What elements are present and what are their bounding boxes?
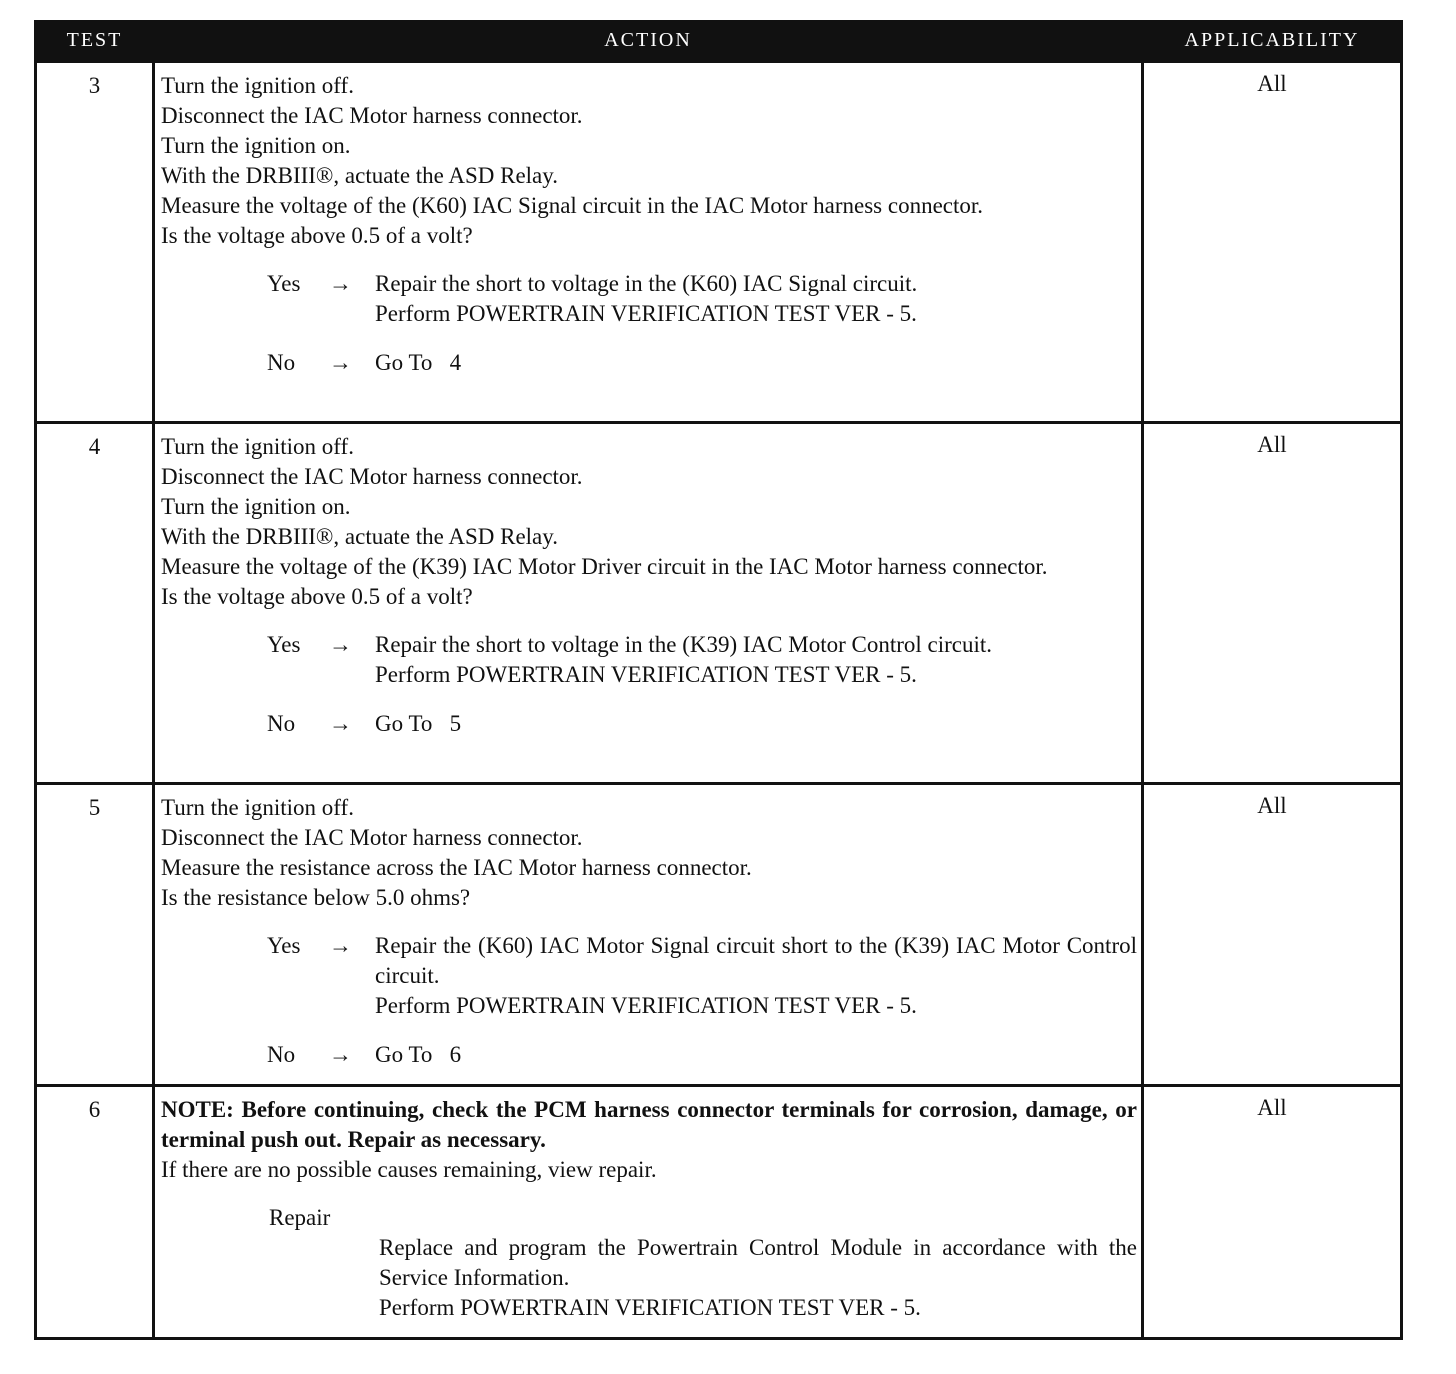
step-question: Is the resistance below 5.0 ohms? bbox=[161, 885, 471, 910]
test-number: 6 bbox=[36, 1086, 154, 1339]
step-line: Turn the ignition off. bbox=[161, 434, 354, 459]
no-label: No bbox=[267, 350, 296, 375]
yes-label: Yes bbox=[267, 933, 301, 958]
header-applicability: APPLICABILITY bbox=[1143, 20, 1402, 62]
action-cell bbox=[154, 1086, 1143, 1339]
test-number: 3 bbox=[36, 62, 154, 423]
header-test: TEST bbox=[36, 20, 154, 62]
test-number: 4 bbox=[36, 423, 154, 784]
step-question: Is the voltage above 0.5 of a volt? bbox=[161, 223, 473, 248]
step-line: Measure the resistance across the IAC Motor harness connector. bbox=[161, 855, 752, 880]
step-line: Measure the voltage of the (K60) IAC Signal circuit in the IAC Motor harness connector. bbox=[161, 193, 984, 218]
repair-result bbox=[379, 1233, 1137, 1323]
step-line: With the DRBIII®, actuate the ASD Relay. bbox=[161, 163, 559, 188]
yes-outcome bbox=[267, 269, 1137, 329]
no-label: No bbox=[267, 711, 296, 736]
yes-label: Yes bbox=[267, 632, 301, 657]
step-line: With the DRBIII®, actuate the ASD Relay. bbox=[161, 524, 559, 549]
table-row bbox=[36, 423, 1402, 784]
step-line: Disconnect the IAC Motor harness connector. bbox=[161, 464, 583, 489]
yes-result bbox=[375, 931, 1137, 1021]
step-line: Turn the ignition off. bbox=[161, 73, 354, 98]
table-header-row bbox=[36, 20, 1402, 62]
action-cell bbox=[154, 423, 1143, 784]
arrow-icon: → bbox=[329, 711, 352, 736]
arrow-icon: → bbox=[329, 350, 352, 375]
yes-line: Repair the short to voltage in the (K60) IAC Signal circuit. bbox=[375, 271, 918, 296]
note-text: NOTE: Before continuing, check the PCM harness connector terminals for corrosion, damage, or terminal push out. Repair as necessary. bbox=[161, 1097, 1137, 1152]
yes-outcome bbox=[267, 630, 1137, 690]
yes-outcome bbox=[267, 931, 1137, 1021]
arrow-icon: → bbox=[329, 933, 352, 958]
yes-label: Yes bbox=[267, 271, 301, 296]
no-result: Go To 5 bbox=[375, 711, 462, 736]
no-outcome bbox=[267, 348, 1137, 378]
arrow-icon: → bbox=[329, 632, 352, 657]
yes-line: Perform POWERTRAIN VERIFICATION TEST VER - 5. bbox=[375, 301, 917, 326]
step-line: Disconnect the IAC Motor harness connector. bbox=[161, 825, 583, 850]
no-outcome bbox=[267, 1040, 1137, 1070]
header-action: ACTION bbox=[154, 20, 1143, 62]
applicability-value: All bbox=[1143, 423, 1402, 784]
no-label: No bbox=[267, 1042, 296, 1067]
diagnostic-procedure-table bbox=[34, 20, 1400, 1340]
outcomes bbox=[161, 269, 1137, 378]
no-result: Go To 4 bbox=[375, 350, 462, 375]
step-question: Is the voltage above 0.5 of a volt? bbox=[161, 584, 473, 609]
repair-label: Repair bbox=[269, 1205, 331, 1230]
intro-text: If there are no possible causes remaining, view repair. bbox=[161, 1157, 657, 1182]
outcomes bbox=[161, 931, 1137, 1070]
table-row bbox=[36, 784, 1402, 1086]
yes-line: Repair the (K60) IAC Motor Signal circuit short to the (K39) IAC Motor Control circuit. bbox=[375, 933, 1137, 988]
step-line: Measure the voltage of the (K39) IAC Motor Driver circuit in the IAC Motor harness connector. bbox=[161, 554, 1048, 579]
no-result: Go To 6 bbox=[375, 1042, 462, 1067]
applicability-value: All bbox=[1143, 784, 1402, 1086]
action-cell bbox=[154, 62, 1143, 423]
test-number: 5 bbox=[36, 784, 154, 1086]
repair-line: Replace and program the Powertrain Control Module in accordance with the Service Information. bbox=[379, 1235, 1137, 1290]
repair-outcome bbox=[161, 1203, 1137, 1323]
repair-line: Perform POWERTRAIN VERIFICATION TEST VER - 5. bbox=[379, 1295, 921, 1320]
table-row bbox=[36, 1086, 1402, 1339]
step-line: Turn the ignition off. bbox=[161, 795, 354, 820]
yes-line: Perform POWERTRAIN VERIFICATION TEST VER - 5. bbox=[375, 662, 917, 687]
test-table bbox=[34, 20, 1403, 1340]
yes-line: Repair the short to voltage in the (K39) IAC Motor Control circuit. bbox=[375, 632, 993, 657]
outcomes bbox=[161, 630, 1137, 739]
yes-result bbox=[375, 269, 1137, 329]
step-line: Disconnect the IAC Motor harness connector. bbox=[161, 103, 583, 128]
no-outcome bbox=[267, 709, 1137, 739]
arrow-icon: → bbox=[329, 1042, 352, 1067]
step-line: Turn the ignition on. bbox=[161, 133, 351, 158]
action-cell bbox=[154, 784, 1143, 1086]
arrow-icon: → bbox=[329, 271, 352, 296]
step-line: Turn the ignition on. bbox=[161, 494, 351, 519]
yes-line: Perform POWERTRAIN VERIFICATION TEST VER - 5. bbox=[375, 993, 917, 1018]
yes-result bbox=[375, 630, 1137, 690]
table-row bbox=[36, 62, 1402, 423]
applicability-value: All bbox=[1143, 1086, 1402, 1339]
applicability-value: All bbox=[1143, 62, 1402, 423]
